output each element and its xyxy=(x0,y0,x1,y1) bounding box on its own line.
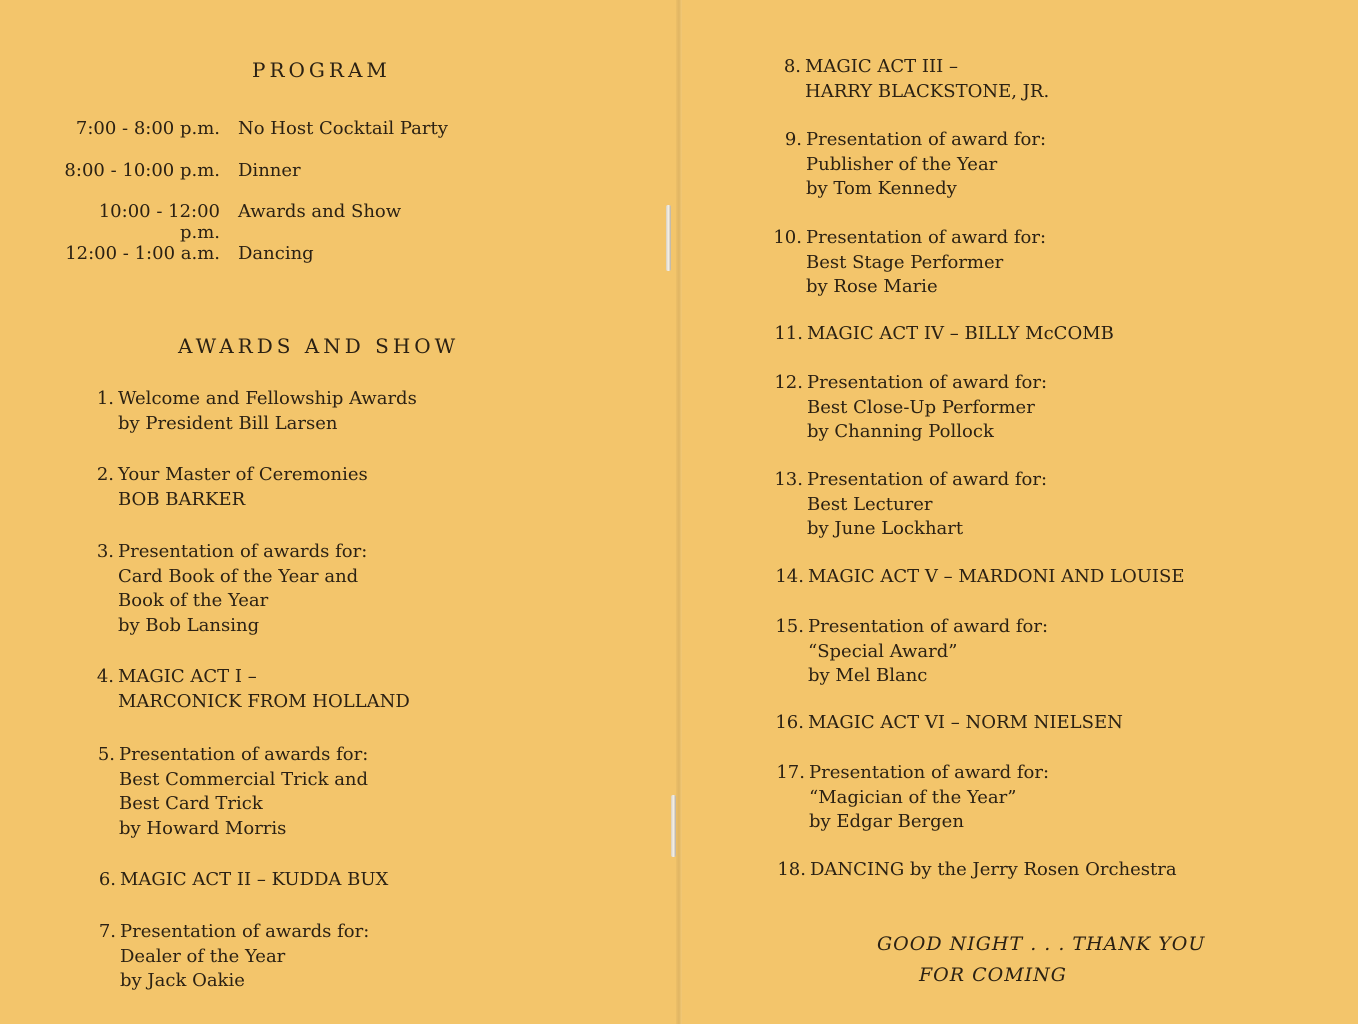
item-line: Card Book of the Year and xyxy=(118,565,359,587)
item-line: by Howard Morris xyxy=(119,817,287,839)
schedule-event: Dancing xyxy=(238,243,314,264)
item-line: MAGIC ACT I – xyxy=(118,666,257,687)
item-line: Best Lecturer xyxy=(807,493,933,515)
item-line: by Jack Oakie xyxy=(120,970,245,991)
item-line: Your Master of Ceremonies xyxy=(118,464,368,485)
item-line: MAGIC ACT II – KUDDA BUX xyxy=(120,869,389,890)
item-line: MARCONICK FROM HOLLAND xyxy=(118,690,410,712)
item-line: HARRY BLACKSTONE, JR. xyxy=(805,80,1050,102)
closing-line-1: GOOD NIGHT . . . THANK YOU xyxy=(877,933,1206,955)
item-line: Best Close-Up Performer xyxy=(807,396,1035,418)
program-item xyxy=(773,226,1047,300)
schedule-event: No Host Cocktail Party xyxy=(238,118,448,139)
item-number: 17. xyxy=(776,762,805,783)
item-line: by Bob Lansing xyxy=(118,614,260,636)
item-number: 8. xyxy=(783,56,801,77)
item-number: 2. xyxy=(96,464,114,485)
item-number: 6. xyxy=(98,869,116,890)
item-line: Presentation of awards for: xyxy=(118,541,368,562)
program-heading: PROGRAM xyxy=(252,58,391,82)
item-line: Dealer of the Year xyxy=(120,945,286,967)
item-line: DANCING by the Jerry Rosen Orchestra xyxy=(810,859,1177,880)
schedule-event: Awards and Show xyxy=(238,201,402,222)
item-line: Welcome and Fellowship Awards xyxy=(118,388,417,409)
item-number: 16. xyxy=(775,712,804,733)
item-number: 18. xyxy=(777,859,806,880)
item-number: 12. xyxy=(774,372,803,393)
item-line: by Channing Pollock xyxy=(807,421,994,442)
item-number: 15. xyxy=(775,616,804,637)
item-number: 3. xyxy=(96,541,114,562)
program-item xyxy=(783,55,1050,104)
item-line: by Edgar Bergen xyxy=(809,811,964,832)
program-item xyxy=(98,920,370,994)
program-item xyxy=(774,371,1048,445)
program-item xyxy=(777,858,1177,883)
item-number: 11. xyxy=(774,323,803,344)
item-line: Presentation of award for: xyxy=(806,129,1047,150)
schedule-event: Dinner xyxy=(238,160,301,181)
schedule-row xyxy=(60,201,401,243)
program-item xyxy=(96,387,417,436)
item-line: Presentation of award for: xyxy=(809,762,1050,783)
program-item xyxy=(784,128,1047,202)
item-number: 7. xyxy=(98,921,116,942)
item-number: 4. xyxy=(96,666,114,687)
schedule-row xyxy=(60,118,448,139)
item-line: Publisher of the Year xyxy=(806,153,998,175)
item-line: “Special Award” xyxy=(808,640,958,662)
program-item xyxy=(98,868,389,893)
schedule-time: 12:00 - 1:00 a.m. xyxy=(65,243,220,264)
item-number: 9. xyxy=(784,129,802,150)
schedule-time: 7:00 - 8:00 p.m. xyxy=(75,118,220,139)
item-line: Best Commercial Trick and xyxy=(119,768,369,790)
item-line: by Tom Kennedy xyxy=(806,178,957,199)
item-line: Presentation of awards for: xyxy=(120,921,370,942)
program-item xyxy=(776,761,1050,835)
item-number: 13. xyxy=(774,469,803,490)
schedule-time: 10:00 - 12:00 p.m. xyxy=(98,201,220,243)
item-number: 1. xyxy=(96,388,114,409)
item-line: MAGIC ACT V – MARDONI AND LOUISE xyxy=(808,566,1185,587)
item-line: Best Card Trick xyxy=(119,793,263,814)
item-line: Presentation of awards for: xyxy=(119,744,369,765)
closing-line-2: FOR COMING xyxy=(919,964,1067,986)
program-item xyxy=(96,540,368,638)
item-number: 10. xyxy=(773,227,802,248)
item-line: Presentation of award for: xyxy=(807,469,1048,490)
item-line: BOB BARKER xyxy=(118,488,246,510)
program-item xyxy=(97,743,369,841)
item-line: Presentation of award for: xyxy=(807,372,1048,393)
item-line: by Mel Blanc xyxy=(808,665,928,686)
schedule-row xyxy=(60,160,301,181)
schedule-time: 8:00 - 10:00 p.m. xyxy=(64,160,220,181)
program-item xyxy=(96,463,368,512)
program-item xyxy=(774,322,1114,347)
item-line: MAGIC ACT III – xyxy=(805,56,958,77)
item-line: MAGIC ACT IV – BILLY McCOMB xyxy=(807,323,1114,344)
program-item xyxy=(775,711,1123,736)
program-item xyxy=(775,565,1185,590)
item-line: Book of the Year xyxy=(118,590,269,611)
right-page xyxy=(679,0,1358,1024)
item-line: “Magician of the Year” xyxy=(809,786,1017,808)
item-line: Best Stage Performer xyxy=(806,251,1004,273)
item-line: by President Bill Larsen xyxy=(118,412,338,434)
program-item xyxy=(96,665,410,714)
item-number: 5. xyxy=(97,744,115,765)
item-line: by Rose Marie xyxy=(806,276,938,297)
item-number: 14. xyxy=(775,566,804,587)
program-item xyxy=(774,468,1048,542)
item-line: by June Lockhart xyxy=(807,518,964,539)
schedule-row xyxy=(60,243,314,264)
program-item xyxy=(775,615,1049,689)
item-line: Presentation of award for: xyxy=(806,227,1047,248)
item-line: Presentation of award for: xyxy=(808,616,1049,637)
awards-heading: AWARDS AND SHOW xyxy=(178,334,460,358)
item-line: MAGIC ACT VI – NORM NIELSEN xyxy=(808,712,1123,733)
